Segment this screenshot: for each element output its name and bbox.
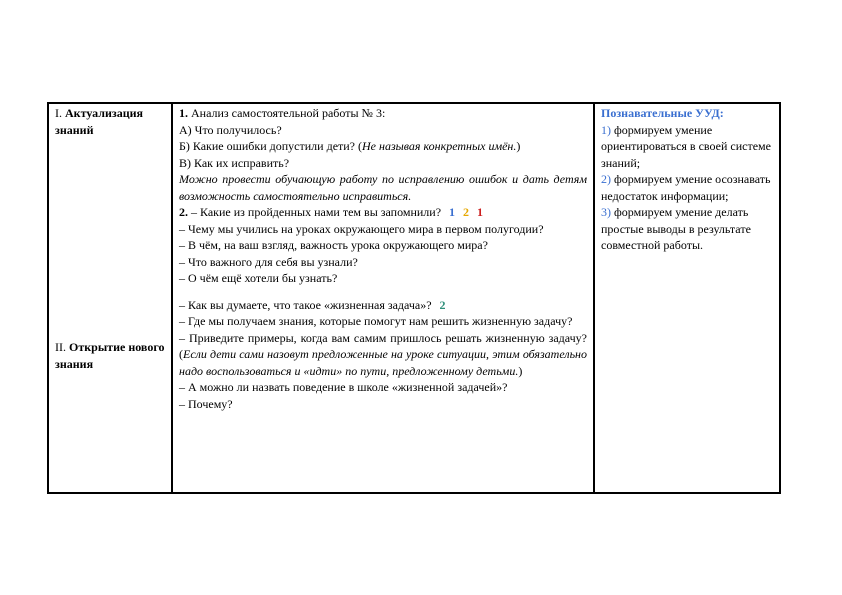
uud-item-text: формируем умение осознавать недостаток информации;	[601, 172, 771, 203]
item-text: – Приведите примеры, когда вам самим пришлось решать жизненную задачу? (	[179, 330, 587, 361]
stage-numeral: II.	[55, 340, 66, 354]
activity-line: – В чём, на ваш взгляд, важность урока окружающего мира?	[179, 238, 488, 252]
uud-item-text: формируем умение ориентироваться в своей системе знаний;	[601, 122, 771, 170]
stage-numeral: I.	[55, 106, 62, 120]
item-text: – Какие из пройденных нами тем вы запомнили?	[188, 205, 442, 219]
activity-line	[179, 105, 587, 122]
item-number: 1.	[179, 106, 188, 120]
uud-item-number: 2)	[601, 172, 611, 186]
uud-item	[601, 171, 773, 204]
uud-item-number: 3)	[601, 205, 611, 219]
uud-column	[594, 103, 780, 493]
activity-line	[179, 138, 587, 155]
item-text: )	[516, 139, 521, 153]
spacer	[179, 287, 587, 297]
uud-marker: 2	[463, 205, 470, 219]
uud-marker: 1	[449, 205, 456, 219]
activity-line	[179, 330, 587, 380]
table-row	[48, 103, 780, 493]
activity-line: – Что важного для себя вы узнали?	[179, 254, 358, 269]
uud-item-text: формируем умение делать простые выводы в результате совместной работы.	[601, 205, 751, 252]
stage-title: Актуализация знаний	[55, 106, 144, 137]
activity-line: – Почему?	[179, 396, 233, 411]
activity-line: – А можно ли назвать поведение в школе «жизненной задачей»?	[179, 380, 508, 394]
activity-line: А) Что получилось?	[179, 122, 282, 137]
teacher-note: Не называя конкретных имён.	[362, 139, 517, 153]
uud-marker: 2	[439, 297, 446, 312]
stage-column	[48, 103, 172, 493]
activity-line: – Чему мы учились на уроках окружающего мира в первом полугодии?	[179, 221, 544, 236]
item-text: – Как вы думаете, что такое «жизненная задача»?	[179, 297, 432, 312]
item-text: )	[518, 363, 523, 378]
item-text: Б) Какие ошибки допустили дети? (	[179, 139, 363, 153]
uud-item	[601, 204, 773, 254]
uud-heading: Познавательные УУД:	[601, 106, 724, 120]
uud-marker: 1	[477, 205, 484, 219]
teacher-note: Если дети сами назовут предложенные на уроке ситуации, этим обязательно надо воспользоваться и «идти» по пути, предложенному детьми.	[179, 347, 587, 378]
teacher-note: Можно провести обучающую работу по исправлению ошибок и дать детям возможность самостоятельно исправиться.	[179, 172, 587, 203]
lesson-table	[47, 102, 781, 494]
activity-column	[172, 103, 594, 493]
item-text: Анализ самостоятельной работы № 3:	[188, 106, 386, 120]
stage-actualization	[55, 105, 167, 139]
activity-line	[179, 204, 587, 221]
activity-line: – О чём ещё хотели бы узнать?	[179, 271, 338, 285]
uud-item-number: 1)	[601, 122, 611, 137]
activity-line: – Где мы получаем знания, которые помогут нам решить жизненную задачу?	[179, 314, 573, 328]
stage-title: Открытие нового знания	[55, 340, 165, 371]
activity-line	[179, 297, 587, 314]
item-number: 2.	[179, 205, 188, 219]
activity-line: В) Как их исправить?	[179, 155, 290, 170]
stage-new-knowledge	[55, 339, 167, 373]
uud-item	[601, 122, 773, 172]
